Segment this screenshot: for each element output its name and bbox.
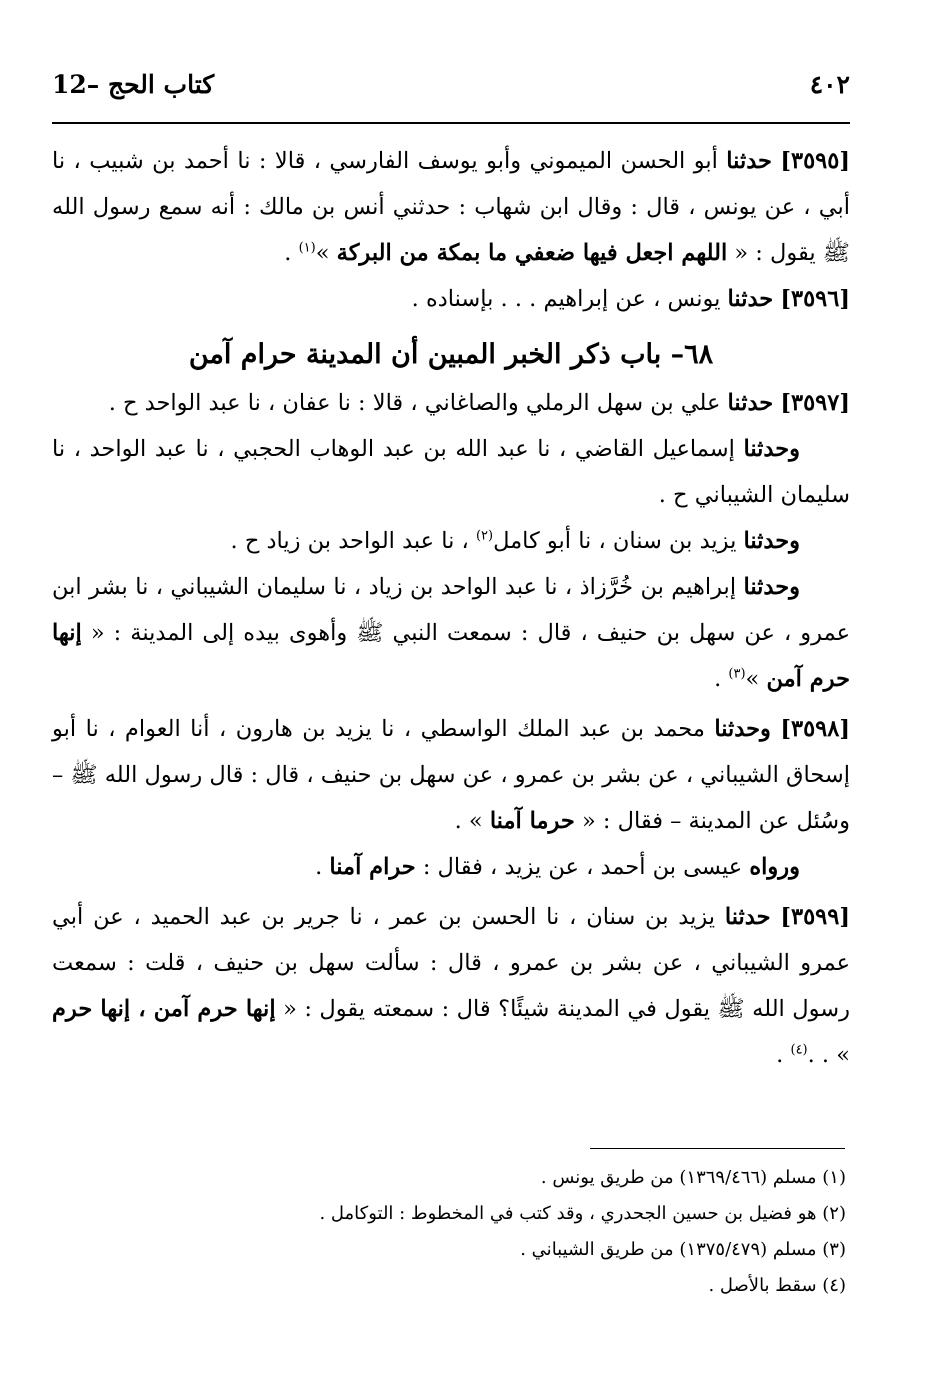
- footnote-item: (٢) هو فضيل بن حسين الجحدري ، وقد كتب في المخطوط : التوكامل .: [319, 1203, 846, 1224]
- isnad-paragraph: [52, 426, 850, 518]
- main-text: [52, 138, 850, 1078]
- hadith-text: محمد بن عبد الملك الواسطي ، نا يزيد بن هارون ، أنا العوام ، نا أبو إسحاق الشيباني ، عن بشر بن عمرو ، عن سهل بن حنيف ، قال : قال رسول الله ﷺ – وسُئل عن المدينة – فقال : «: [52, 716, 850, 834]
- page-number: ٤٠٢: [809, 70, 850, 99]
- running-header: [52, 70, 850, 110]
- quote-open: «: [90, 620, 105, 646]
- hadith-quote: اللهم اجعل فيها ضعفي ما بمكة من البركة: [336, 240, 728, 266]
- hadith-number: [٣٥٩٦]: [780, 286, 850, 312]
- isnad-text: ، نا عبد الواحد بن زياد ح .: [230, 528, 469, 554]
- footnote-ref: (٢): [475, 528, 494, 544]
- hadith-number: [٣٥٩٨]: [780, 716, 851, 742]
- isnad-text: يزيد بن سنان ، نا أبو كامل: [493, 528, 737, 554]
- hadith-number: [٣٥٩٧]: [780, 390, 850, 416]
- quote-close: » .: [454, 808, 483, 834]
- hadith-number: [٣٥٩٩]: [780, 904, 851, 930]
- hadith-opening: حدثنا: [727, 286, 774, 312]
- footnote-ref: (٤): [790, 1042, 808, 1058]
- hadith-text: يونس ، عن إبراهيم . . . بإسناده .: [411, 286, 721, 312]
- isnad-paragraph: [52, 564, 850, 702]
- hadith-text: علي بن سهل الرملي والصاغاني ، قالا : نا عفان ، نا عبد الواحد ح .: [108, 390, 721, 416]
- isnad-text: إسماعيل القاضي ، نا عبد الله بن عبد الوهاب الحجبي ، نا عبد الواحد ، نا سليمان الشيباني ح .: [52, 436, 850, 508]
- hadith-3596: [52, 276, 850, 322]
- hadith-text: أبو الحسن الميموني وأبو يوسف الفارسي ، قالا : نا أحمد بن شبيب ، نا أبي ، عن يونس ، قال : وقال ابن شهاب : حدثني أنس بن مالك : أنه سمع رسول الله ﷺ يقول : «: [52, 148, 850, 266]
- hadith-opening: حدثنا: [726, 148, 772, 174]
- hadith-3599: [52, 894, 850, 1078]
- riwaya-quote: حرام آمنا: [329, 854, 416, 880]
- riwaya-end: .: [315, 854, 323, 880]
- hadith-number: [٣٥٩٥]: [780, 148, 851, 174]
- footnote-item: (٣) مسلم (١٣٧٥/٤٧٩) من طريق الشيباني .: [520, 1239, 846, 1260]
- riwaya-text: عيسى بن أحمد ، عن يزيد ، فقال :: [422, 854, 743, 880]
- isnad-opening: وحدثنا: [743, 528, 800, 554]
- hadith-opening: وحدثنا: [714, 716, 771, 742]
- hadith-quote: إنها حرم آمن ، إنها حرم: [52, 996, 276, 1022]
- isnad-paragraph: [52, 518, 850, 564]
- hadith-opening: حدثنا: [724, 904, 771, 930]
- riwaya-paragraph: [52, 844, 850, 890]
- footnote-rule: [590, 1148, 845, 1149]
- riwaya-opening: ورواه: [749, 854, 800, 880]
- hadith-quote: حرما آمنا: [489, 808, 575, 834]
- hadith-opening: حدثنا: [727, 390, 774, 416]
- hadith-3595: [52, 138, 850, 276]
- footnote-ref: (١): [298, 240, 316, 256]
- hadith-text: يزيد بن سنان ، نا الحسن بن عمر ، نا جرير بن عبد الحميد ، عن أبي عمرو الشيباني ، عن بشر بن عمرو ، قال : سألت سهل بن حنيف ، قلت : سمعت رسول الله ﷺ يقول في المدينة شيئًا؟ قال : سمعته يقول : «: [52, 904, 850, 1022]
- hadith-end: .: [776, 1042, 784, 1068]
- hadith-3597: [52, 380, 850, 426]
- footnote-ref: (٣): [728, 666, 746, 682]
- hadith-quote: إنها حرم آمن: [52, 620, 850, 692]
- footnotes: [52, 1160, 850, 1304]
- isnad-opening: وحدثنا: [743, 574, 800, 600]
- chapter-heading: ٦٨– باب ذكر الخبر المبين أن المدينة حرام آمن: [188, 339, 714, 370]
- footnote-item: (٤) سقط بالأصل .: [708, 1275, 846, 1296]
- quote-close: » . .: [807, 1042, 850, 1068]
- header-rule: [52, 122, 850, 124]
- chapter-header-title: 12– كتاب الحج: [52, 70, 215, 99]
- isnad-text: إبراهيم بن خُرَّزاذ ، نا عبد الواحد بن زياد ، نا سليمان الشيباني ، نا بشر ابن عمرو ، عن سهل بن حنيف ، قال : سمعت النبي ﷺ وأهوى بيده إلى المدينة :: [52, 574, 851, 646]
- footnote-item: (١) مسلم (١٣٦٩/٤٦٦) من طريق يونس .: [540, 1167, 846, 1188]
- isnad-opening: وحدثنا: [743, 436, 800, 462]
- hadith-end: .: [714, 666, 722, 692]
- quote-close: »: [315, 240, 330, 266]
- hadith-3598: [52, 706, 850, 844]
- hadith-end: .: [284, 240, 292, 266]
- quote-close: »: [745, 666, 760, 692]
